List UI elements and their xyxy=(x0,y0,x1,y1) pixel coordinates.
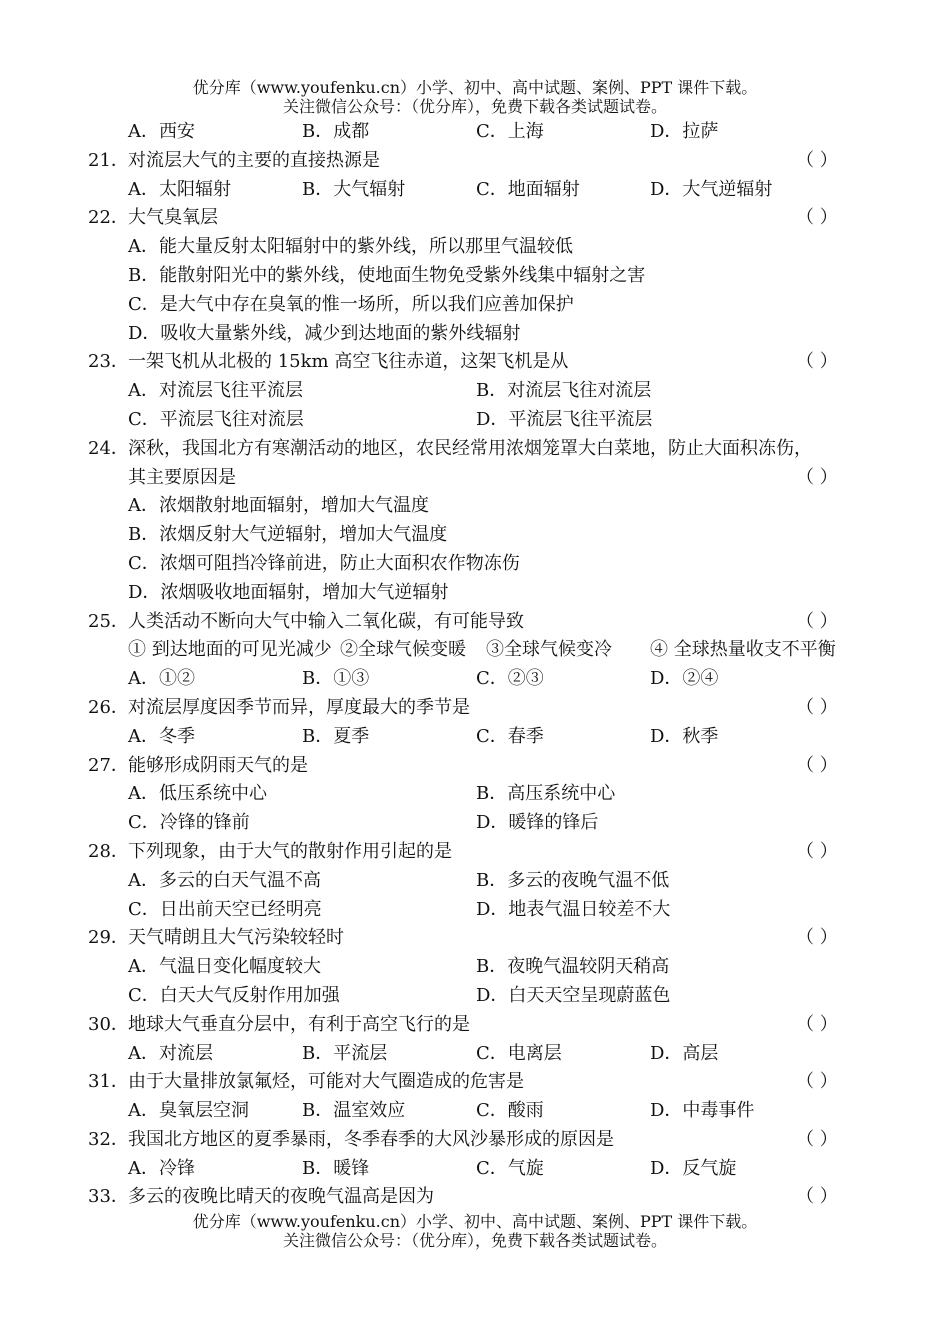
q23-stem xyxy=(88,348,878,377)
q32-option-d: D．反气旋 xyxy=(650,1157,737,1179)
q21-option-c: C．地面辐射 xyxy=(476,178,580,200)
q25-options-row xyxy=(88,665,878,694)
q20-option-a: A．西安 xyxy=(128,121,195,142)
question-list xyxy=(88,118,878,1212)
q28-option-d: D．地表气温日较差不大 xyxy=(476,898,671,920)
question-text: 一架飞机从北极的 15km 高空飞往赤道，这架飞机是从 xyxy=(128,351,569,373)
q30-option-b: B．平流层 xyxy=(302,1042,388,1064)
answer-blank: （ ） xyxy=(796,207,838,229)
q22-option-a-row xyxy=(88,233,878,262)
q23-option-d: D．平流层飞往平流层 xyxy=(476,408,653,430)
q26-stem xyxy=(88,694,878,723)
q23-option-a: A．对流层飞往平流层 xyxy=(128,380,303,402)
q30-option-c: C．电离层 xyxy=(476,1042,562,1064)
footer-line-1: 优分库（www.youfenku.cn）小学、初中、高中试题、案例、PPT 课件下载。 xyxy=(192,1212,758,1231)
q25-statement-4: ④ 全球热量收支不平衡 xyxy=(650,639,836,661)
q27-option-c: C．冷锋的锋前 xyxy=(128,812,250,834)
q22-option-c: C．是大气中存在臭氧的惟一场所，所以我们应善加保护 xyxy=(128,293,574,315)
question-text: 我国北方地区的夏季暴雨，冬季春季的大风沙暴形成的原因是 xyxy=(128,1128,614,1150)
question-number: 32． xyxy=(88,1128,129,1150)
question-text: 大气臭氧层 xyxy=(128,207,218,229)
q24-option-d-row xyxy=(88,579,878,608)
q22-option-a: A．能大量反射太阳辐射中的紫外线，所以那里气温较低 xyxy=(128,236,573,258)
q21-option-a: A．太阳辐射 xyxy=(128,178,231,200)
question-number: 22． xyxy=(88,207,129,229)
question-text: 人类活动不断向大气中输入二氧化碳，有可能导致 xyxy=(128,610,524,632)
answer-blank: （ ） xyxy=(796,696,838,718)
question-number: 23． xyxy=(88,351,129,373)
q25-option-d: D．②④ xyxy=(650,668,719,690)
q32-option-c: C．气旋 xyxy=(476,1157,544,1179)
q26-options-row xyxy=(88,723,878,752)
answer-blank: （ ） xyxy=(796,1013,838,1035)
q21-stem xyxy=(88,147,878,176)
question-number: 31． xyxy=(88,1071,129,1093)
question-number: 21． xyxy=(88,149,129,171)
q32-stem xyxy=(88,1126,878,1155)
question-text: 对流层大气的主要的直接热源是 xyxy=(128,149,380,171)
question-text: 由于大量排放氯氟烃，可能对大气圈造成的危害是 xyxy=(128,1071,524,1093)
q28-stem xyxy=(88,838,878,867)
q25-statement-1: ① 到达地面的可见光减少 xyxy=(128,639,332,661)
q30-options-row xyxy=(88,1040,878,1069)
page-footer xyxy=(0,1212,950,1250)
q23-option-b: B．对流层飞往对流层 xyxy=(476,380,652,402)
q28-option-a: A．多云的白天气温不高 xyxy=(128,869,321,891)
question-number: 27． xyxy=(88,754,129,776)
answer-blank: （ ） xyxy=(796,351,838,373)
q33-stem xyxy=(88,1183,878,1212)
question-number: 30． xyxy=(88,1013,129,1035)
question-number: 29． xyxy=(88,927,129,949)
q24-option-c-row xyxy=(88,550,878,579)
q29-options-row-1 xyxy=(88,953,878,982)
answer-blank: （ ） xyxy=(796,1186,838,1208)
q23-option-c: C．平流层飞往对流层 xyxy=(128,408,304,430)
question-number: 25． xyxy=(88,610,129,632)
q21-options-row xyxy=(88,176,878,205)
answer-blank: （ ） xyxy=(796,840,838,862)
q21-option-b: B．大气辐射 xyxy=(302,178,406,200)
q29-option-c: C．白天大气反射作用加强 xyxy=(128,984,340,1006)
q31-option-b: B．温室效应 xyxy=(302,1100,406,1122)
q27-options-row-1 xyxy=(88,780,878,809)
q25-statements-row xyxy=(88,636,878,665)
q24-option-a-row xyxy=(88,492,878,521)
q22-stem xyxy=(88,204,878,233)
answer-blank: （ ） xyxy=(796,466,838,488)
q28-option-c: C．日出前天空已经明亮 xyxy=(128,898,322,920)
q28-options-row-2 xyxy=(88,896,878,925)
answer-blank: （ ） xyxy=(796,610,838,632)
q25-option-a: A．①② xyxy=(128,668,195,690)
q29-stem xyxy=(88,924,878,953)
q25-option-b: B．①③ xyxy=(302,668,370,690)
question-text: 对流层厚度因季节而异，厚度最大的季节是 xyxy=(128,696,470,718)
q31-option-c: C．酸雨 xyxy=(476,1100,544,1122)
answer-blank: （ ） xyxy=(796,1071,838,1093)
q26-option-b: B．夏季 xyxy=(302,725,370,747)
q29-options-row-2 xyxy=(88,982,878,1011)
q29-option-b: B．夜晚气温较阴天稍高 xyxy=(476,956,670,978)
q24-stem-continued xyxy=(88,464,878,493)
q30-option-a: A．对流层 xyxy=(128,1042,213,1064)
answer-blank: （ ） xyxy=(796,149,838,171)
q25-option-c: C．②③ xyxy=(476,668,544,690)
question-text: 深秋，我国北方有寒潮活动的地区，农民经常用浓烟笼罩大白菜地，防止大面积冻伤， xyxy=(128,437,812,459)
q22-option-c-row xyxy=(88,291,878,320)
question-text: 地球大气垂直分层中，有利于高空飞行的是 xyxy=(128,1013,470,1035)
q32-option-a: A．冷锋 xyxy=(128,1157,195,1179)
header-line-1: 优分库（www.youfenku.cn）小学、初中、高中试题、案例、PPT 课件下载。 xyxy=(192,78,758,97)
q27-option-b: B．高压系统中心 xyxy=(476,783,616,805)
q22-option-b-row xyxy=(88,262,878,291)
q22-option-d-row xyxy=(88,320,878,349)
q22-option-d: D．吸收大量紫外线，减少到达地面的紫外线辐射 xyxy=(128,322,521,344)
q27-option-d: D．暖锋的锋后 xyxy=(476,812,599,834)
question-number: 33． xyxy=(88,1186,129,1208)
q26-option-a: A．冬季 xyxy=(128,725,195,747)
q28-option-b: B．多云的夜晚气温不低 xyxy=(476,869,670,891)
q22-option-b: B．能散射阳光中的紫外线，使地面生物免受紫外线集中辐射之害 xyxy=(128,264,646,286)
q25-statement-3: ③全球气候变冷 xyxy=(486,639,612,661)
q20-option-d: D．拉萨 xyxy=(650,121,719,142)
q29-option-d: D．白天天空呈现蔚蓝色 xyxy=(476,984,671,1006)
answer-blank: （ ） xyxy=(796,1128,838,1150)
q24-option-b-row xyxy=(88,521,878,550)
question-text: 多云的夜晚比晴天的夜晚气温高是因为 xyxy=(128,1186,434,1208)
question-text-continued: 其主要原因是 xyxy=(128,466,236,488)
question-number: 28． xyxy=(88,840,129,862)
question-text: 能够形成阴雨天气的是 xyxy=(128,754,308,776)
q31-option-a: A．臭氧层空洞 xyxy=(128,1100,249,1122)
question-text: 下列现象，由于大气的散射作用引起的是 xyxy=(128,840,452,862)
page-header xyxy=(0,78,950,116)
q29-option-a: A．气温日变化幅度较大 xyxy=(128,956,321,978)
q27-stem xyxy=(88,752,878,781)
answer-blank: （ ） xyxy=(796,754,838,776)
answer-blank: （ ） xyxy=(796,927,838,949)
q27-options-row-2 xyxy=(88,809,878,838)
q24-option-b: B．浓烟反射大气逆辐射，增加大气温度 xyxy=(128,524,448,546)
q21-option-d: D．大气逆辐射 xyxy=(650,178,773,200)
q28-options-row-1 xyxy=(88,867,878,896)
question-text: 天气晴朗且大气污染较轻时 xyxy=(128,927,344,949)
q20-option-c: C．上海 xyxy=(476,121,544,142)
q23-options-row-2 xyxy=(88,406,878,435)
q24-option-c: C．浓烟可阻挡冷锋前进，防止大面积农作物冻伤 xyxy=(128,552,520,574)
q24-option-d: D．浓烟吸收地面辐射，增加大气逆辐射 xyxy=(128,581,449,603)
header-line-2: 关注微信公众号：（优分库），免费下载各类试题试卷。 xyxy=(282,97,667,116)
q27-option-a: A．低压系统中心 xyxy=(128,783,267,805)
footer-line-2: 关注微信公众号：（优分库），免费下载各类试题试卷。 xyxy=(282,1231,667,1250)
q26-option-d: D．秋季 xyxy=(650,725,719,747)
q25-stem xyxy=(88,608,878,637)
q26-option-c: C．春季 xyxy=(476,725,544,747)
q32-options-row xyxy=(88,1155,878,1184)
q23-options-row-1 xyxy=(88,377,878,406)
q24-option-a: A．浓烟散射地面辐射，增加大气温度 xyxy=(128,495,429,517)
q31-stem xyxy=(88,1068,878,1097)
question-number: 26． xyxy=(88,696,129,718)
question-number: 24． xyxy=(88,437,129,459)
q25-statement-2: ②全球气候变暖 xyxy=(340,639,466,661)
q24-stem xyxy=(88,435,878,464)
q31-options-row xyxy=(88,1097,878,1126)
q20-option-b: B．成都 xyxy=(302,121,370,142)
q30-stem xyxy=(88,1011,878,1040)
q20-options-row xyxy=(88,118,878,147)
q30-option-d: D．高层 xyxy=(650,1042,719,1064)
q32-option-b: B．暖锋 xyxy=(302,1157,370,1179)
q31-option-d: D．中毒事件 xyxy=(650,1100,755,1122)
